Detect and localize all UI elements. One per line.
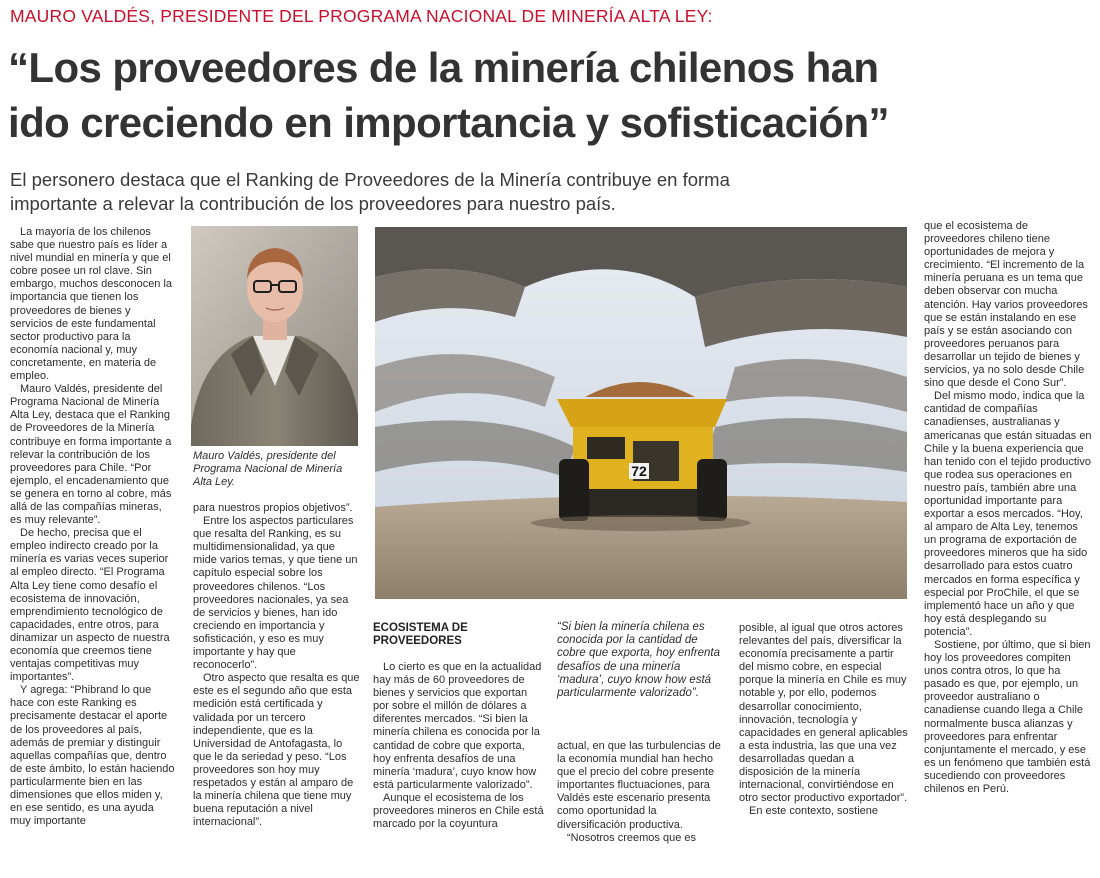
- paragraph: De hecho, precisa que el empleo indirecto creado por la minería es varias veces superior al empleo directo. “El Programa Alta Ley tiene como desafío el ecosistema de innovación, emprendimiento tecnológico de capacidades, entre otros, para dinamizar un aspecto de nuestra economía que creemos tiene ventajas competitivas muy importantes”.: [10, 527, 170, 684]
- paragraph: “Nosotros creemos que es: [567, 831, 696, 844]
- body-column-4: [557, 740, 727, 845]
- paragraph: Entre los aspectos particulares que resalta del Ranking, es su multidimensionalidad, ya que mide varios temas, y que tiene un capítulo especial sobre los proveedores chilenos. “Los proveedores nacionales, ya sea de servicios y bienes, han ido creciendo en importancia y sofisticación, y eso es muy importante y hay que reconocerlo”.: [193, 515, 358, 672]
- portrait-photo: [191, 226, 358, 446]
- dek-line-1: El personero destaca que el Ranking de Proveedores de la Minería contribuye en forma: [10, 169, 730, 190]
- photo-caption: Mauro Valdés, presidente del Programa Nacional de Minería Alta Ley.: [193, 450, 343, 488]
- paragraph: posible, al igual que otros actores relevantes del país, diversificar la economía precisamente a partir del mismo cobre, en especial porque la minería en Chile es muy notable y, por ello, podemos desarrollar conocimiento, innovación, tecnología y capacidades en general aplicables a esta industria, las que una vez desarrolladas quedan a disposición de la minería internacional, convirtiéndose en otro sector productivo exportador”.: [739, 622, 908, 805]
- body-column-6: [924, 220, 1092, 796]
- dek-line-2: importante a relevar la contribución de los proveedores para nuestro país.: [10, 193, 616, 214]
- paragraph: para nuestros propios objetivos”.: [193, 502, 353, 514]
- paragraph: Mauro Valdés, presidente del Programa Nacional de Minería Alta Ley, destaca que el Ranking de Proveedores de la Minería contribuye en forma importante a relevar la contribución de los proveedores para Chile. “Por ejemplo, el encadenamiento que se genera en torno al cobre, más allá de las compañías mineras, es muy relevante”.: [10, 383, 172, 527]
- article-headline: [8, 40, 1088, 150]
- paragraph: Otro aspecto que resalta es que este es el segundo año que esta medición está certificada y validada por un tercero independiente, que es la Universidad de Antofagasta, lo que le da seriedad y peso. “Los proveedores son hoy muy respetados y están al amparo de la minería chilena que tiene muy buena reputación a nivel internacional”.: [193, 672, 360, 829]
- body-column-5: [739, 622, 909, 818]
- headline-line-2: ido creciendo en importancia y sofisticación”: [8, 99, 889, 146]
- paragraph: Lo cierto es que en la actualidad hay más de 60 proveedores de bienes y servicios que exportan por sobre el millón de dólares a diferentes mercados. “Si bien la minería chilena es conocida por la cantidad de cobre que exporta, hoy enfrenta desafíos de una minería ‘madura’, cuyo know how está particularmente valorizado”.: [373, 661, 542, 791]
- paragraph: Y agrega: “Phibrand lo que hace con este Ranking es precisamente destacar el aporte de los proveedores al país, además de premiar y distinguir aquellas compañías que, dentro de este ámbito, lo están haciendo particularmente bien en las dimensiones que ellos miden y, en ese sentido, es una ayuda muy importante: [10, 684, 175, 828]
- paragraph: En este contexto, sostiene: [749, 805, 879, 818]
- paragraph: La mayoría de los chilenos sabe que nuestro país es líder a nivel mundial en minería y que el cobre posee un rol clave. Sin embargo, muchos desconocen la importancia que tienen los proveedores de bienes y servicios de este fundamental sector productivo para la economía nacional y, muy concretamente, en materia de empleo.: [10, 226, 173, 383]
- paragraph: Sostiene, por último, que si bien hoy los proveedores compiten unos contra otros, lo que ha pasado es que, por ejemplo, un proveedor australiano o canadiense cuando llega a Chile normalmente busca alianzas y proveedores para enfrentar conjuntamente el mercado, y ese es un fenómeno que también está sucediendo con proveedores chilenos en Perú.: [924, 639, 1091, 796]
- paragraph: que el ecosistema de proveedores chileno tiene oportunidades de mejora y crecimiento. “El incremento de la minería peruana es un tema que deben observar con mucha atención. Hay varios proveedores que se están instalando en ese país y se están asociando con proveedores peruanos para desarrollar un tejido de bienes y servicios, ya no solo desde Chile sino que desde el Cono Sur”.: [924, 220, 1088, 390]
- paragraph: Aunque el ecosistema de los proveedores mineros en Chile está marcado por la coyuntura: [373, 791, 544, 831]
- body-column-3: [373, 622, 545, 831]
- headline-line-1: “Los proveedores de la minería chilenos han: [8, 44, 879, 91]
- paragraph: Del mismo modo, indica que la cantidad de compañías canadienses, australianas y americanas que están situadas en Chile y la buena experiencia que han tenido con el tejido productivo que rodea sus operaciones en nuestro país, también abre una oportunidad importante para exportar a esos mercados. “Hoy, al amparo de Alta Ley, tenemos un programa de exportación de proveedores mineros que ha sido desarrollado para estos cuatro mercados en forma específica y especial por ProChile, el que se implementó hace un año y que hoy está desplegando su potencia”.: [924, 390, 1092, 638]
- section-subhead: ECOSISTEMA DE PROVEEDORES: [373, 622, 468, 647]
- body-column-1: [10, 226, 175, 828]
- truck-number: 72: [631, 463, 647, 479]
- mining-truck-photo: [375, 227, 907, 599]
- article-kicker: MAURO VALDÉS, PRESIDENTE DEL PROGRAMA NACIONAL DE MINERÍA ALTA LEY:: [10, 6, 713, 26]
- article-dek: [10, 168, 1010, 216]
- pull-quote: “Si bien la minería chilena es conocida por la cantidad de cobre que exporta, hoy enfrenta desafíos de una minería ‘madura’, cuyo know how está particularmente valorizado”.: [557, 621, 721, 700]
- paragraph: actual, en que las turbulencias de la economía mundial han hecho que el precio del cobre presente importantes fluctuaciones, para Valdés este escenario presenta como oportunidad la diversificación productiva.: [557, 740, 721, 831]
- body-column-2: [193, 502, 360, 829]
